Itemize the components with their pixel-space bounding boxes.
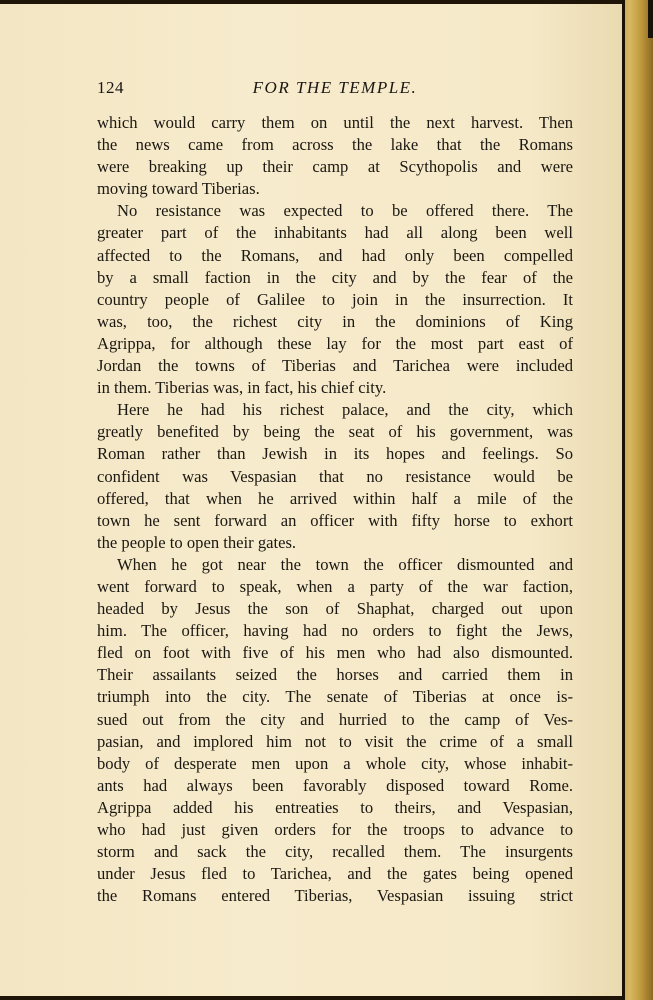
text-line: under Jesus fled to Tarichea, and the gates being opened: [97, 864, 573, 884]
text-line: When he got near the town the officer dismounted and: [117, 554, 573, 574]
text-line: Agrippa added his entreaties to theirs, and Vespasian,: [97, 797, 573, 817]
text-line: went forward to speak, when a party of the war faction,: [97, 576, 573, 596]
text-line: offered, that when he arrived within half a mile of the: [97, 488, 573, 508]
text-line: No resistance was expected to be offered there. The: [117, 201, 573, 221]
text-line: the Romans entered Tiberias, Vespasian issuing strict: [97, 886, 573, 906]
running-title: FOR THE TEMPLE.: [252, 78, 418, 97]
text-line: greatly benefited by being the seat of his government, was: [97, 422, 573, 442]
text-line: Roman rather than Jewish in its hopes and feelings. So: [97, 444, 573, 464]
bottom-border: [0, 996, 622, 1000]
text-line: greater part of the inhabitants had all along been well: [97, 223, 573, 243]
text-line: affected to the Romans, and had only been compelled: [97, 245, 573, 265]
text-line: who had just given orders for the troops to advance to: [97, 820, 573, 839]
page-number: 124: [97, 78, 124, 97]
text-line: storm and sack the city, recalled them. The insurgents: [97, 842, 573, 862]
text-line: body of desperate men upon a whole city, whose inhabit-: [97, 753, 573, 773]
text-line: which would carry them on until the next harvest. Then: [97, 113, 573, 132]
text-line: Their assailants seized the horses and carried them in: [97, 665, 573, 685]
text-line: ants had always been favorably disposed toward Rome.: [97, 775, 573, 795]
text-line: by a small faction in the city and by the fear of the: [97, 267, 573, 287]
top-border: [0, 0, 622, 4]
body-text: [97, 112, 573, 907]
text-line: Jordan the towns of Tiberias and Tarichea were included: [97, 356, 573, 376]
text-line: confident was Vespasian that no resistance would be: [97, 466, 573, 486]
text-line: the people to open their gates.: [97, 532, 297, 552]
text-line: triumph into the city. The senate of Tiberias at once is-: [97, 687, 573, 707]
spine-divider: [622, 0, 625, 1000]
page-header: [97, 78, 573, 100]
text-line: Here he had his richest palace, and the city, which: [117, 400, 573, 420]
text-line: him. The officer, having had no orders to fight the Jews,: [97, 621, 573, 641]
text-line: Agrippa, for although these lay for the most part east of: [97, 333, 573, 353]
text-line: fled on foot with five of his men who had also dismounted.: [97, 643, 573, 663]
book-edge: [622, 0, 653, 1000]
text-line: the news came from across the lake that the Romans: [97, 135, 573, 155]
text-line: country people of Galilee to join in the insurrection. It: [97, 289, 573, 309]
text-line: headed by Jesus the son of Shaphat, charged out upon: [97, 599, 573, 619]
text-line: town he sent forward an officer with fifty horse to exhort: [97, 510, 573, 530]
edge-notch: [648, 0, 653, 38]
text-line: was, too, the richest city in the dominions of King: [97, 311, 573, 331]
text-line: were breaking up their camp at Scythopolis and were: [97, 157, 573, 177]
text-line: moving toward Tiberias.: [97, 179, 260, 199]
text-line: sued out from the city and hurried to the camp of Ves-: [97, 709, 573, 729]
text-line: pasian, and implored him not to visit the crime of a small: [97, 731, 573, 751]
text-line: in them. Tiberias was, in fact, his chief city.: [97, 378, 387, 398]
